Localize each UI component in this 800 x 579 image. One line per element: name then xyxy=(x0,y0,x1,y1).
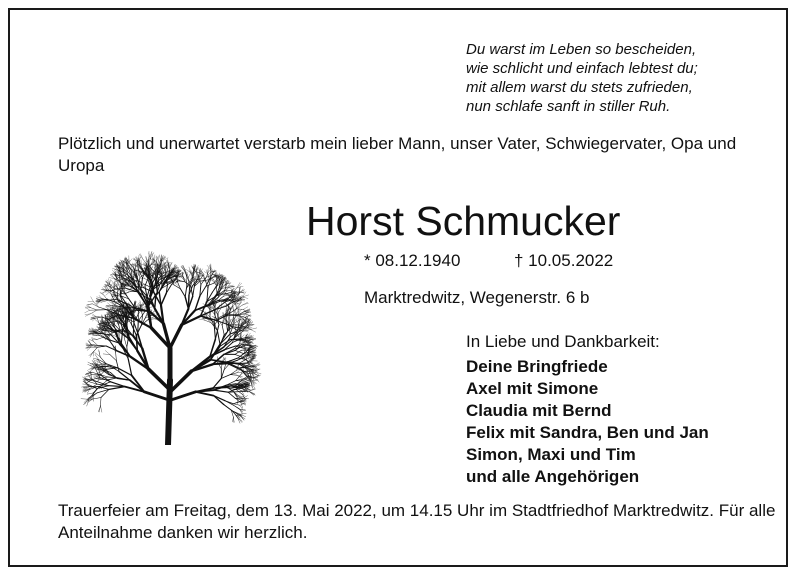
thanks-heading: In Liebe und Dankbarkeit: xyxy=(466,332,660,351)
mourner-name: Deine Bringfriede xyxy=(466,357,608,376)
mourner-name: Felix mit Sandra, Ben und Jan xyxy=(466,423,709,442)
poem-line: nun schlafe sanft in stiller Ruh. xyxy=(466,98,671,115)
mourners-list xyxy=(466,356,709,488)
mourner-name: Axel mit Simone xyxy=(466,379,599,398)
intro-text: Plötzlich und unerwartet verstarb mein lieber Mann, unser Vater, Schwiegervater, Opa und Uropa xyxy=(58,134,737,175)
deceased-name: Horst Schmucker xyxy=(306,198,621,244)
poem xyxy=(466,40,698,116)
death-date: † 10.05.2022 xyxy=(514,251,614,270)
mourner-name: und alle Angehörigen xyxy=(466,467,640,486)
birth-date: * 08.12.1940 xyxy=(364,251,461,270)
mourner-name: Claudia mit Bernd xyxy=(466,401,612,420)
tree-icon xyxy=(30,210,300,445)
address: Marktredwitz, Wegenerstr. 6 b xyxy=(364,288,590,307)
funeral-service-text: Trauerfeier am Freitag, dem 13. Mai 2022, um 14.15 Uhr im Stadtfriedhof Marktredwitz. Für alle Anteilnahme danken wir herzlich. xyxy=(58,501,776,542)
poem-line: wie schlicht und einfach lebtest du; xyxy=(466,60,698,77)
poem-line: Du warst im Leben so bescheiden, xyxy=(466,41,697,58)
mourner-name: Simon, Maxi und Tim xyxy=(466,445,636,464)
poem-line: mit allem warst du stets zufrieden, xyxy=(466,79,693,96)
